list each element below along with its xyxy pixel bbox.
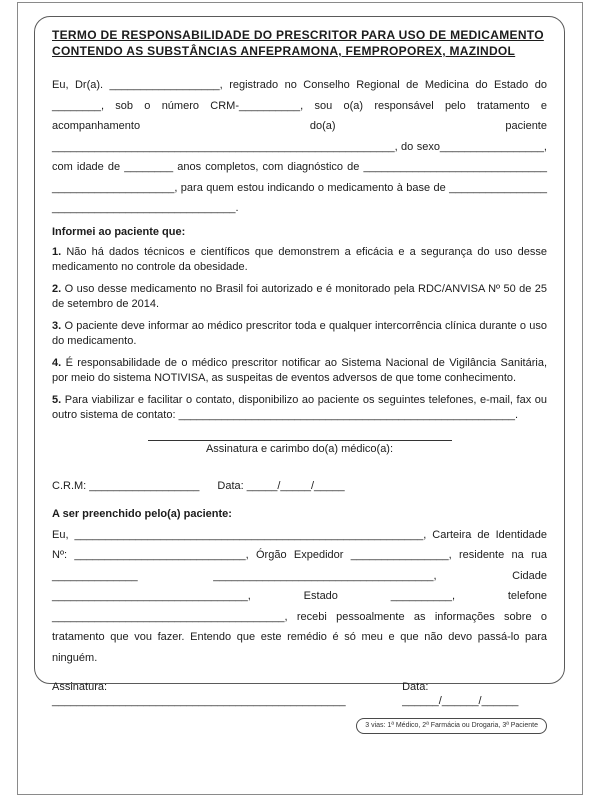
doctor-signature-caption: Assinatura e carimbo do(a) médico(a):: [205, 442, 394, 455]
item-number: 1.: [52, 245, 62, 258]
patient-signature-field: Assinatura: ________________________________________________: [52, 681, 346, 707]
inform-item-4: [52, 356, 547, 387]
form-title: [52, 27, 547, 59]
item-number: 2.: [52, 282, 62, 295]
doctor-date-field: Data: _____/_____/_____: [217, 479, 345, 492]
item-text: É responsabilidade de o médico prescritor notificar ao Sistema Nacional de Vigilância Sanitária, por meio do sistema NOTIVISA, as suspeitas de eventos adversos de que tome conhecimento.: [52, 356, 548, 384]
form-title-line1: TERMO DE RESPONSABILIDADE DO PRESCRITOR PARA USO DE MEDICAMENTO: [52, 28, 544, 42]
item-text: Não há dados técnicos e científicos que demonstrem a eficácia e a segurança do uso desse medicamento no controle da obesidade.: [52, 245, 547, 273]
inform-item-3: [52, 319, 547, 350]
crm-date-row: [52, 479, 547, 493]
item-text: O uso desse medicamento no Brasil foi autorizado e é monitorado pela RDC/ANVISA Nº 50 de 25 de setembro de 2014.: [52, 282, 547, 310]
item-text: O paciente deve informar ao médico prescritor toda e qualquer intercorrência clínica durante o uso do medicamento.: [52, 319, 548, 347]
copies-note-row: [52, 718, 547, 734]
copies-note-badge: 3 vias: 1ª Médico, 2ª Farmácia ou Drogaria, 3ª Paciente: [356, 718, 547, 734]
item-number: 4.: [52, 356, 62, 369]
responsibility-form: [34, 16, 565, 729]
patient-date-field: Data: ______/______/______: [402, 681, 519, 707]
patient-signature-row: [52, 680, 547, 708]
inform-item-2: [52, 282, 547, 313]
crm-field: C.R.M: __________________: [52, 479, 200, 492]
item-text: Para viabilizar e facilitar o contato, disponibilizo ao paciente os seguintes telefones, e-mail, fax ou outro sistema de contato: _______________________________________________________.: [52, 393, 547, 421]
patient-declaration-paragraph: Eu, _________________________________________________________, Carteira de Identidade Nº: ____________________________, Órgão Expedidor ________________, residente na rua ______________ ____________________________________, Cidade ________________________________, Estado __________, telefone ______________________________________, recebi pessoalmente as informações sobre o tratamento que vou fazer. Entendo que este remédio é só meu e que não devo passá-lo para ninguém.: [52, 528, 547, 664]
form-title-line2: CONTENDO AS SUBSTÂNCIAS ANFEPRAMONA, FEMPROPOREX, MAZINDOL: [52, 44, 516, 58]
inform-item-1: [52, 245, 547, 276]
item-number: 5.: [52, 393, 62, 406]
patient-section-header: A ser preenchido pelo(a) paciente:: [52, 507, 232, 520]
item-number: 3.: [52, 319, 62, 332]
inform-item-5: [52, 393, 547, 424]
doctor-declaration-paragraph: Eu, Dr(a). __________________, registrado no Conselho Regional de Medicina do Estado do ________, sob o número CRM-__________, sou o(a) responsável pelo tratamento e acompanhamento do(a) paciente ________________________________________________________, do sexo_________________, com idade de ________ anos completos, com diagnóstico de ______________________________ ____________________, para quem estou indicando o medicamento à base de ________________ ______________________________.: [52, 79, 547, 214]
doctor-signature-line: [148, 440, 452, 457]
inform-section-header: Informei ao paciente que:: [52, 225, 186, 238]
